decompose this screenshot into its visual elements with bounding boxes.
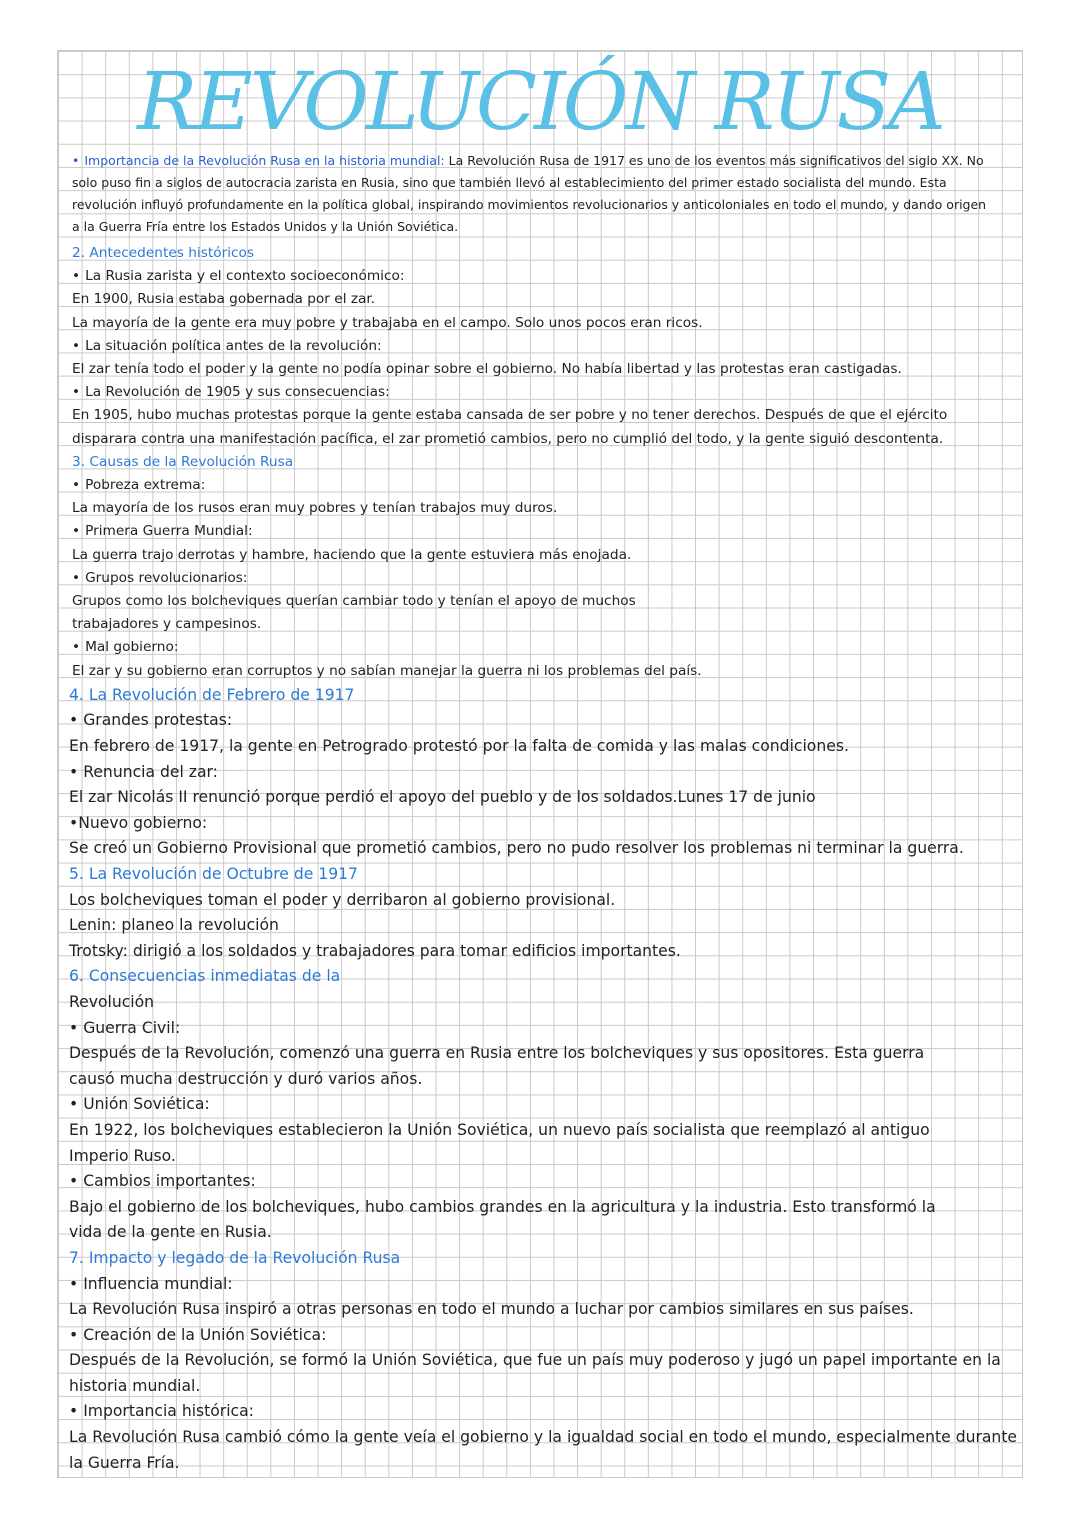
bullet-subheading: • Cambios importantes: [69,1169,1029,1195]
section-heading: 3. Causas de la Revolución Rusa [72,453,294,470]
bullet-subheading: • Mal gobierno: [72,636,1029,659]
text-line: disparara contra una manifestación pacífica, el zar prometió cambios, pero no cumplió del todo, y la gente siguió descontenta. [72,430,944,447]
bullet-subheading: • Influencia mundial: [69,1272,1029,1298]
text-line: El zar Nicolás II renunció porque perdió el apoyo del pueblo y de los soldados.Lunes 17 de junio [69,788,816,807]
text-line: En 1900, Rusia estaba gobernada por el zar. [72,291,376,308]
text-line: causó mucha destrucción y duró varios años. [69,1069,423,1088]
page-title: REVOLUCIÓN RUSA [137,55,943,148]
section-heading: 7. Impacto y legado de la Revolución Rusa [69,1248,401,1267]
bullet-subheading: • La situación política antes de la revolución: [72,335,1029,358]
text-line: Grupos como los bolcheviques querían cambiar todo y tenían el apoyo de muchos [72,593,636,610]
text-line: La Revolución Rusa inspiró a otras personas en todo el mundo a luchar por cambios similares en sus países. [69,1300,914,1319]
bullet-subheading: • Unión Soviética: [69,1092,1029,1118]
text-line: Después de la Revolución, comenzó una guerra en Rusia entre los bolcheviques y sus opositores. Esta guerra [69,1044,925,1063]
bullet-subheading: • Renuncia del zar: [69,760,1029,786]
bullet-subheading: • Grandes protestas: [69,708,1029,734]
bullet-subheading: • Pobreza extrema: [72,474,1029,497]
bullet-subheading: • Guerra Civil: [69,1016,1029,1042]
text-line: Lenin: planeo la revolución [69,916,279,935]
section-heading: 2. Antecedentes históricos [72,245,255,261]
section-heading: 4. La Revolución de Febrero de 1917 [69,685,355,704]
text-line: Trotsky: dirigió a los soldados y trabajadores para tomar edificios importantes. [69,941,681,960]
text-line: Se creó un Gobierno Provisional que prometió cambios, pero no pudo resolver los problemas ni terminar la guerra. [69,839,964,858]
text-line: La mayoría de los rusos eran muy pobres y tenían trabajos muy duros. [72,500,558,517]
section-5 [69,862,1029,964]
intro-body: La Revolución Rusa de 1917 es uno de los eventos más significativos del siglo XX. No solo puso fin a siglos de autocracia zarista en Rusia, sino que también llevó al establecimiento del primer estado socialista del mundo. Esta revolución influyó profundamente en la política global, inspirando movimientos revolucionarios y anticoloniales en todo el mundo, y dando origen a la Guerra Fría entre los Estados Unidos y la Unión Soviética. [72,153,987,234]
text-line: La mayoría de la gente era muy pobre y trabajaba en el campo. Solo unos pocos eran ricos. [72,314,703,331]
text-line: vida de la gente en Rusia. [69,1223,272,1242]
text-line: La guerra trajo derrotas y hambre, haciendo que la gente estuviera más enojada. [72,546,632,563]
text-line: En 1905, hubo muchas protestas porque la gente estaba cansada de ser pobre y no tener derechos. Después de que el ejército [72,407,948,424]
text-line: El zar y su gobierno eran corruptos y no sabían manejar la guerra ni los problemas del país. [72,662,702,679]
section-7 [69,1246,1029,1476]
intro-paragraph [72,150,992,238]
bullet-subheading: • La Rusia zarista y el contexto socioeconómico: [72,265,1029,288]
bullet-subheading: • Primera Guerra Mundial: [72,520,1029,543]
text-line: El zar tenía todo el poder y la gente no podía opinar sobre el gobierno. No había libertad y las protestas eran castigadas. [72,361,902,378]
bullet-subheading: • Importancia histórica: [69,1399,1029,1425]
text-line: la Guerra Fría. [69,1453,180,1472]
section-3 [72,451,1029,683]
section-6 [69,964,1029,1246]
text-line: Revolución [69,992,155,1011]
section-2 [72,242,1029,451]
section-4 [69,683,1029,862]
text-line: En febrero de 1917, la gente en Petrogrado protestó por la falta de comida y las malas condiciones. [69,737,849,756]
sections [69,242,1029,1476]
bullet-subheading: • Grupos revolucionarios: [72,567,1029,590]
text-line: trabajadores y campesinos. [72,616,262,633]
text-line: Bajo el gobierno de los bolcheviques, hubo cambios grandes en la agricultura y la industria. Esto transformó la [69,1197,936,1216]
section-heading: 5. La Revolución de Octubre de 1917 [69,865,358,884]
text-line: Después de la Revolución, se formó la Unión Soviética, que fue un país muy poderoso y jugó un papel importante en la [69,1351,1001,1370]
bullet-subheading: • Creación de la Unión Soviética: [69,1323,1029,1349]
section-heading: 6. Consecuencias inmediatas de la [69,967,341,986]
text-line: Los bolcheviques toman el poder y derribaron al gobierno provisional. [69,890,616,909]
text-line: En 1922, los bolcheviques establecieron la Unión Soviética, un nuevo país socialista que reemplazó al antiguo [69,1120,930,1139]
bullet-subheading: • La Revolución de 1905 y sus consecuencias: [72,381,1029,404]
text-line: historia mundial. [69,1376,201,1395]
text-line: La Revolución Rusa cambió cómo la gente veía el gobierno y la igualdad social en todo el mundo, especialmente durante [69,1428,1018,1447]
intro-lead: • Importancia de la Revolución Rusa en la historia mundial: [72,153,445,168]
document-body [69,150,1029,1476]
text-line: Imperio Ruso. [69,1146,176,1165]
text-line: •Nuevo gobierno: [69,813,208,832]
